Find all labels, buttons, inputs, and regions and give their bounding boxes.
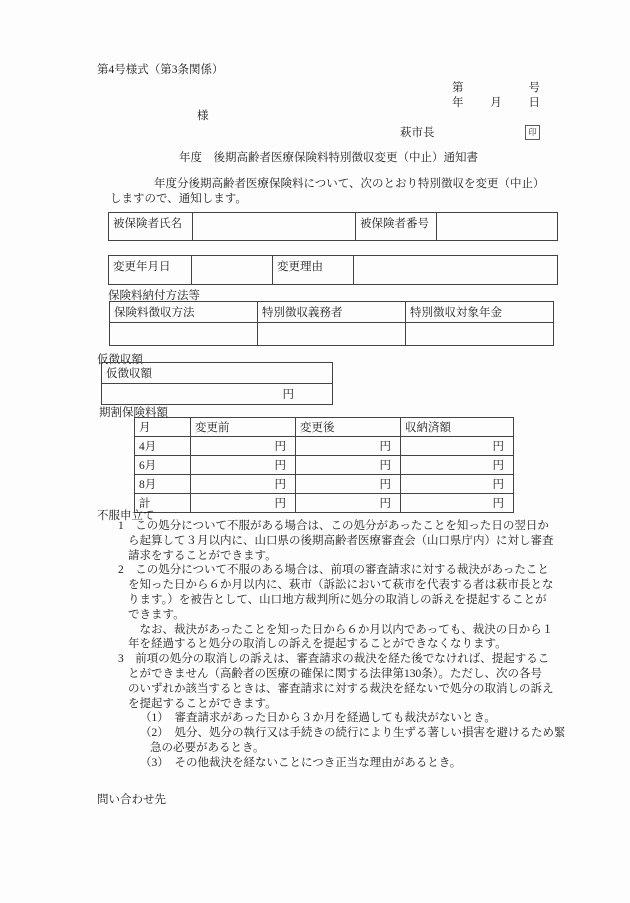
installments-header-month: 月 (135, 418, 191, 437)
provisional-header: 仮徴収額 (102, 363, 333, 384)
payment-method-value (110, 323, 258, 346)
date-year-label: 年 (452, 97, 464, 109)
table-header-row (135, 418, 514, 437)
payment-method-header: 特別徴収対象年金 (406, 302, 554, 323)
installments-header-collected: 収納済額 (401, 418, 514, 437)
insured-number-label: 被保険者番号 (356, 213, 437, 241)
payment-method-value (258, 323, 406, 346)
appeal-item-3: 3 前項の処分の取消しの訴えは、審査請求の裁決を経た後でなければ、提起するこ とができません（高齢者の医療の確保に関する法律第130条）。ただし、次の各号 のいずれか該当するときは、審査請求に対する裁決を経ないで処分の取消しの訴え を提起することができます。 (118, 653, 554, 710)
appeal-text-block (95, 519, 567, 771)
provisional-table (101, 362, 333, 405)
date-month-label: 月 (490, 97, 502, 109)
collected-amount-cell: 円 (401, 494, 514, 513)
appeal-section-label: 不服申立て (97, 510, 155, 522)
month-cell: 8月 (135, 475, 191, 494)
installments-section-label: 期割保険料額 (99, 407, 168, 419)
after-amount-cell: 円 (296, 437, 401, 456)
intro-paragraph: 年度分後期高齢者医療保険料について、次のとおり特別徴収を変更（中止） しますので、通知します。 (110, 178, 545, 206)
issuer-name: 萩市長 (400, 127, 435, 139)
issue-date-line (452, 94, 540, 110)
after-amount-cell: 円 (296, 456, 401, 475)
collected-amount-cell: 円 (401, 456, 514, 475)
appeal-subitem-3: （3） その他裁決を経ないことにつき正当な理由があるとき。 (140, 756, 462, 769)
provisional-section-label: 仮徴収額 (97, 354, 143, 366)
table-row (109, 213, 558, 241)
change-table (108, 255, 558, 285)
seal-character: 印 (528, 127, 537, 137)
before-amount-cell: 円 (191, 475, 296, 494)
insured-number-value (437, 213, 558, 241)
document-title: 年度 後期高齢者医療保険料特別徴収変更（中止）通知書 (179, 152, 478, 164)
date-day-label: 日 (528, 97, 540, 109)
table-row (135, 456, 514, 475)
table-row (102, 384, 333, 405)
table-row (110, 302, 554, 323)
provisional-amount-unit: 円 (102, 384, 333, 405)
table-row (102, 363, 333, 384)
table-row (110, 323, 554, 346)
document-number-line (452, 79, 540, 95)
collected-amount-cell: 円 (401, 475, 514, 494)
appeal-subitem-2: （2） 処分、処分の執行又は手続きの続行により生ずる著しい損害を避けるため緊 急の必要があるとき。 (140, 727, 566, 754)
addressee-honorific: 様 (197, 110, 209, 122)
collected-amount-cell: 円 (401, 437, 514, 456)
before-amount-cell: 円 (191, 437, 296, 456)
change-reason-value (354, 256, 558, 285)
month-cell: 計 (135, 494, 191, 513)
before-amount-cell: 円 (191, 494, 296, 513)
before-amount-cell: 円 (191, 456, 296, 475)
table-row (135, 475, 514, 494)
contact-label: 問い合わせ先 (97, 794, 166, 806)
payment-method-value (406, 323, 554, 346)
installments-table (134, 417, 514, 513)
table-row (109, 256, 558, 285)
appeal-subitem-1: （1） 審査請求があった日から３か月を経過しても裁決がないとき。 (140, 712, 496, 725)
change-date-value (192, 256, 273, 285)
change-reason-label: 変更理由 (273, 256, 354, 285)
table-row (135, 437, 514, 456)
appeal-item-1: 1 この処分について不服がある場合は、この処分があったことを知った日の翌日か ら起算して３月以内に、山口県の後期高齢者医療審査会（山口県庁内）に対し審査 請求をすることができます。 (118, 520, 554, 562)
appeal-item-2: 2 この処分について不服のある場合は、前項の審査請求に対する裁決があったこと を知った日から６か月以内に、萩市（訴訟において萩市を代表する者は萩市長とな ります。）を被告として、山口地方裁判所に処分の取消しの訴えを提起することが できます。 (118, 564, 554, 621)
payment-method-section-label: 保険料納付方法等 (108, 290, 200, 302)
insured-name-label: 被保険者氏名 (109, 213, 193, 241)
table-row (135, 494, 514, 513)
official-seal (525, 125, 540, 140)
payment-method-table (109, 301, 554, 346)
form-number-label: 第4号様式（第3条関係） (97, 64, 224, 76)
insured-table (108, 212, 558, 241)
after-amount-cell: 円 (296, 494, 401, 513)
month-cell: 4月 (135, 437, 191, 456)
appeal-item-2-note: なお、裁決があったことを知った日から６か月以内であっても、裁決の日から１ 年を経過すると処分の取消しの訴えを提起することができなくなります。 (128, 623, 554, 651)
installments-header-after: 変更後 (296, 418, 401, 437)
doc-number-suffix: 号 (528, 82, 540, 94)
month-cell: 6月 (135, 456, 191, 475)
change-date-label: 変更年月日 (109, 256, 192, 285)
after-amount-cell: 円 (296, 475, 401, 494)
payment-method-header: 保険料徴収方法 (110, 302, 258, 323)
installments-header-before: 変更前 (191, 418, 296, 437)
payment-method-header: 特別徴収義務者 (258, 302, 406, 323)
doc-number-prefix: 第 (452, 82, 464, 94)
insured-name-value (193, 213, 356, 241)
